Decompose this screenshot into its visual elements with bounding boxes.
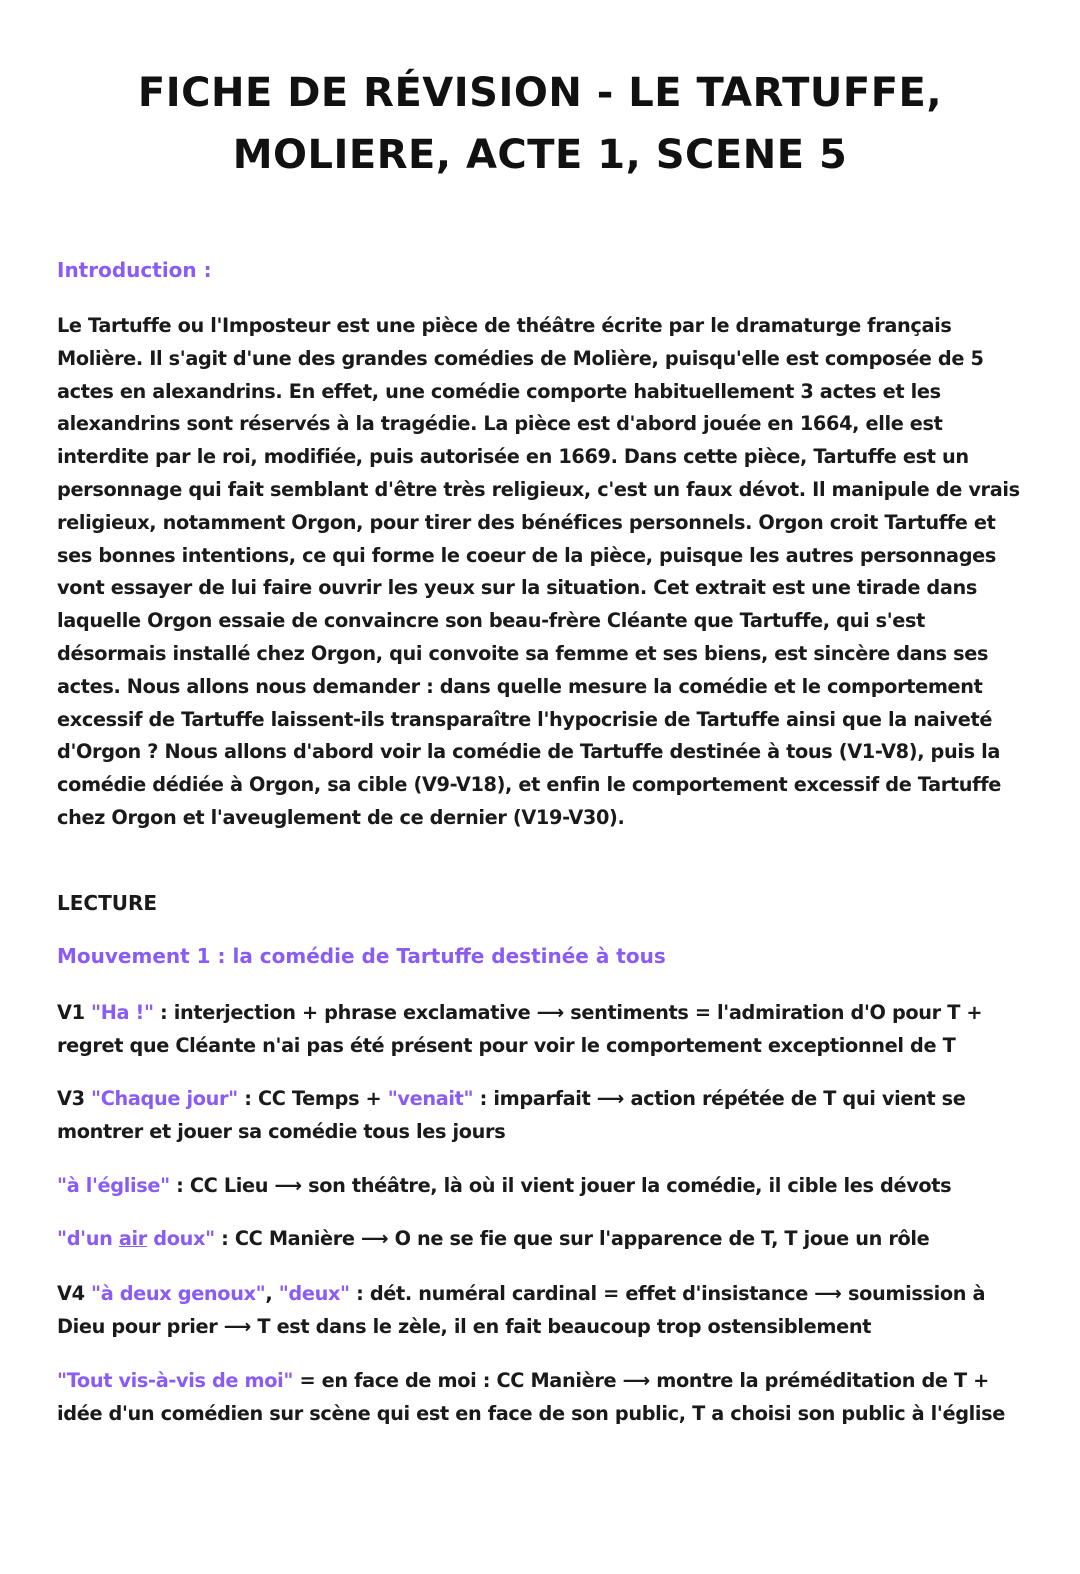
note-text: , — [265, 1282, 279, 1305]
quote: "Tout vis-à-vis de moi" — [57, 1369, 294, 1392]
quote: doux" — [146, 1227, 215, 1250]
note-text: : CC Temps + — [237, 1087, 388, 1110]
quote: "venait" — [387, 1087, 474, 1110]
note-v4 — [57, 1278, 1032, 1344]
note-text: : imparfait ⟶ action répétée de T qui vient se montrer et jouer sa comédie tous les jours — [57, 1087, 966, 1143]
quote: "à deux genoux" — [91, 1282, 266, 1305]
lecture-label: LECTURE — [57, 891, 158, 915]
introduction-heading: Introduction : — [57, 258, 212, 282]
page-title — [0, 62, 1080, 186]
note-text: : interjection + phrase exclamative ⟶ sentiments = l'admiration d'O pour T + regret que Cléante n'ai pas été présent pour voir le comportement exceptionnel de T — [57, 1001, 983, 1057]
verse-label: V3 — [57, 1087, 85, 1110]
note-text: : CC Lieu ⟶ son théâtre, là où il vient jouer la comédie, il cible les dévots — [169, 1174, 952, 1197]
quote: "à l'église" — [57, 1174, 170, 1197]
note-vis-a-vis — [57, 1365, 1032, 1431]
note-text: = en face de moi : CC Manière ⟶ montre la préméditation de T + idée d'un comédien sur scène qui est en face de son public, T a choisi son public à l'église — [57, 1369, 1006, 1425]
note-air-doux — [57, 1223, 1032, 1256]
title-line-1: FICHE DE RÉVISION - LE TARTUFFE, — [137, 70, 943, 116]
note-v1 — [57, 997, 1032, 1063]
verse-label: V1 — [57, 1001, 85, 1024]
quote: "Chaque jour" — [91, 1087, 238, 1110]
quote: "d'un — [57, 1227, 119, 1250]
introduction-paragraph: Le Tartuffe ou l'Imposteur est une pièce de théâtre écrite par le dramaturge français Molière. Il s'agit d'une des grandes comédies de Molière, puisqu'elle est composée de 5 actes en alexandrins. En effet, une comédie comporte habituellement 3 actes et les alexandrins sont réservés à la tragédie. La pièce est d'abord jouée en 1664, elle est interdite par le roi, modifiée, puis autorisée en 1669. Dans cette pièce, Tartuffe est un personnage qui fait semblant d'être très religieux, c'est un faux dévot. Il manipule de vrais religieux, notamment Orgon, pour tirer des bénéfices personnels. Orgon croit Tartuffe et ses bonnes intentions, ce qui forme le coeur de la pièce, puisque les autres personnages vont essayer de lui faire ouvrir les yeux sur la situation. Cet extrait est une tirade dans laquelle Orgon essaie de convaincre son beau-frère Cléante que Tartuffe, qui s'est désormais installé chez Orgon, qui convoite sa femme et ses biens, est sincère dans ses actes. Nous allons nous demander : dans quelle mesure la comédie et le comportement excessif de Tartuffe laissent-ils transparaître l'hypocrisie de Tartuffe ainsi que la naiveté d'Orgon ? Nous allons d'abord voir la comédie de Tartuffe destinée à tous (V1-V8), puis la comédie dédiée à Orgon, sa cible (V9-V18), et enfin le comportement excessif de Tartuffe chez Orgon et l'aveuglement de ce dernier (V19-V30). — [57, 314, 1020, 829]
quote: "Ha !" — [91, 1001, 154, 1024]
verse-label: V4 — [57, 1282, 85, 1305]
underlined-word: air — [118, 1227, 147, 1250]
note-text: : CC Manière ⟶ O ne se fie que sur l'apparence de T, T joue un rôle — [214, 1227, 930, 1250]
title-line-2: MOLIERE, ACTE 1, SCENE 5 — [232, 132, 848, 178]
note-eglise — [57, 1170, 1032, 1203]
quote: "deux" — [278, 1282, 350, 1305]
note-text: : dét. numéral cardinal = effet d'insistance ⟶ soumission à Dieu pour prier ⟶ T est dans le zèle, il en fait beaucoup trop ostensiblement — [57, 1282, 986, 1338]
mouvement-1-heading: Mouvement 1 : la comédie de Tartuffe destinée à tous — [57, 944, 666, 968]
note-v3 — [57, 1083, 1032, 1149]
